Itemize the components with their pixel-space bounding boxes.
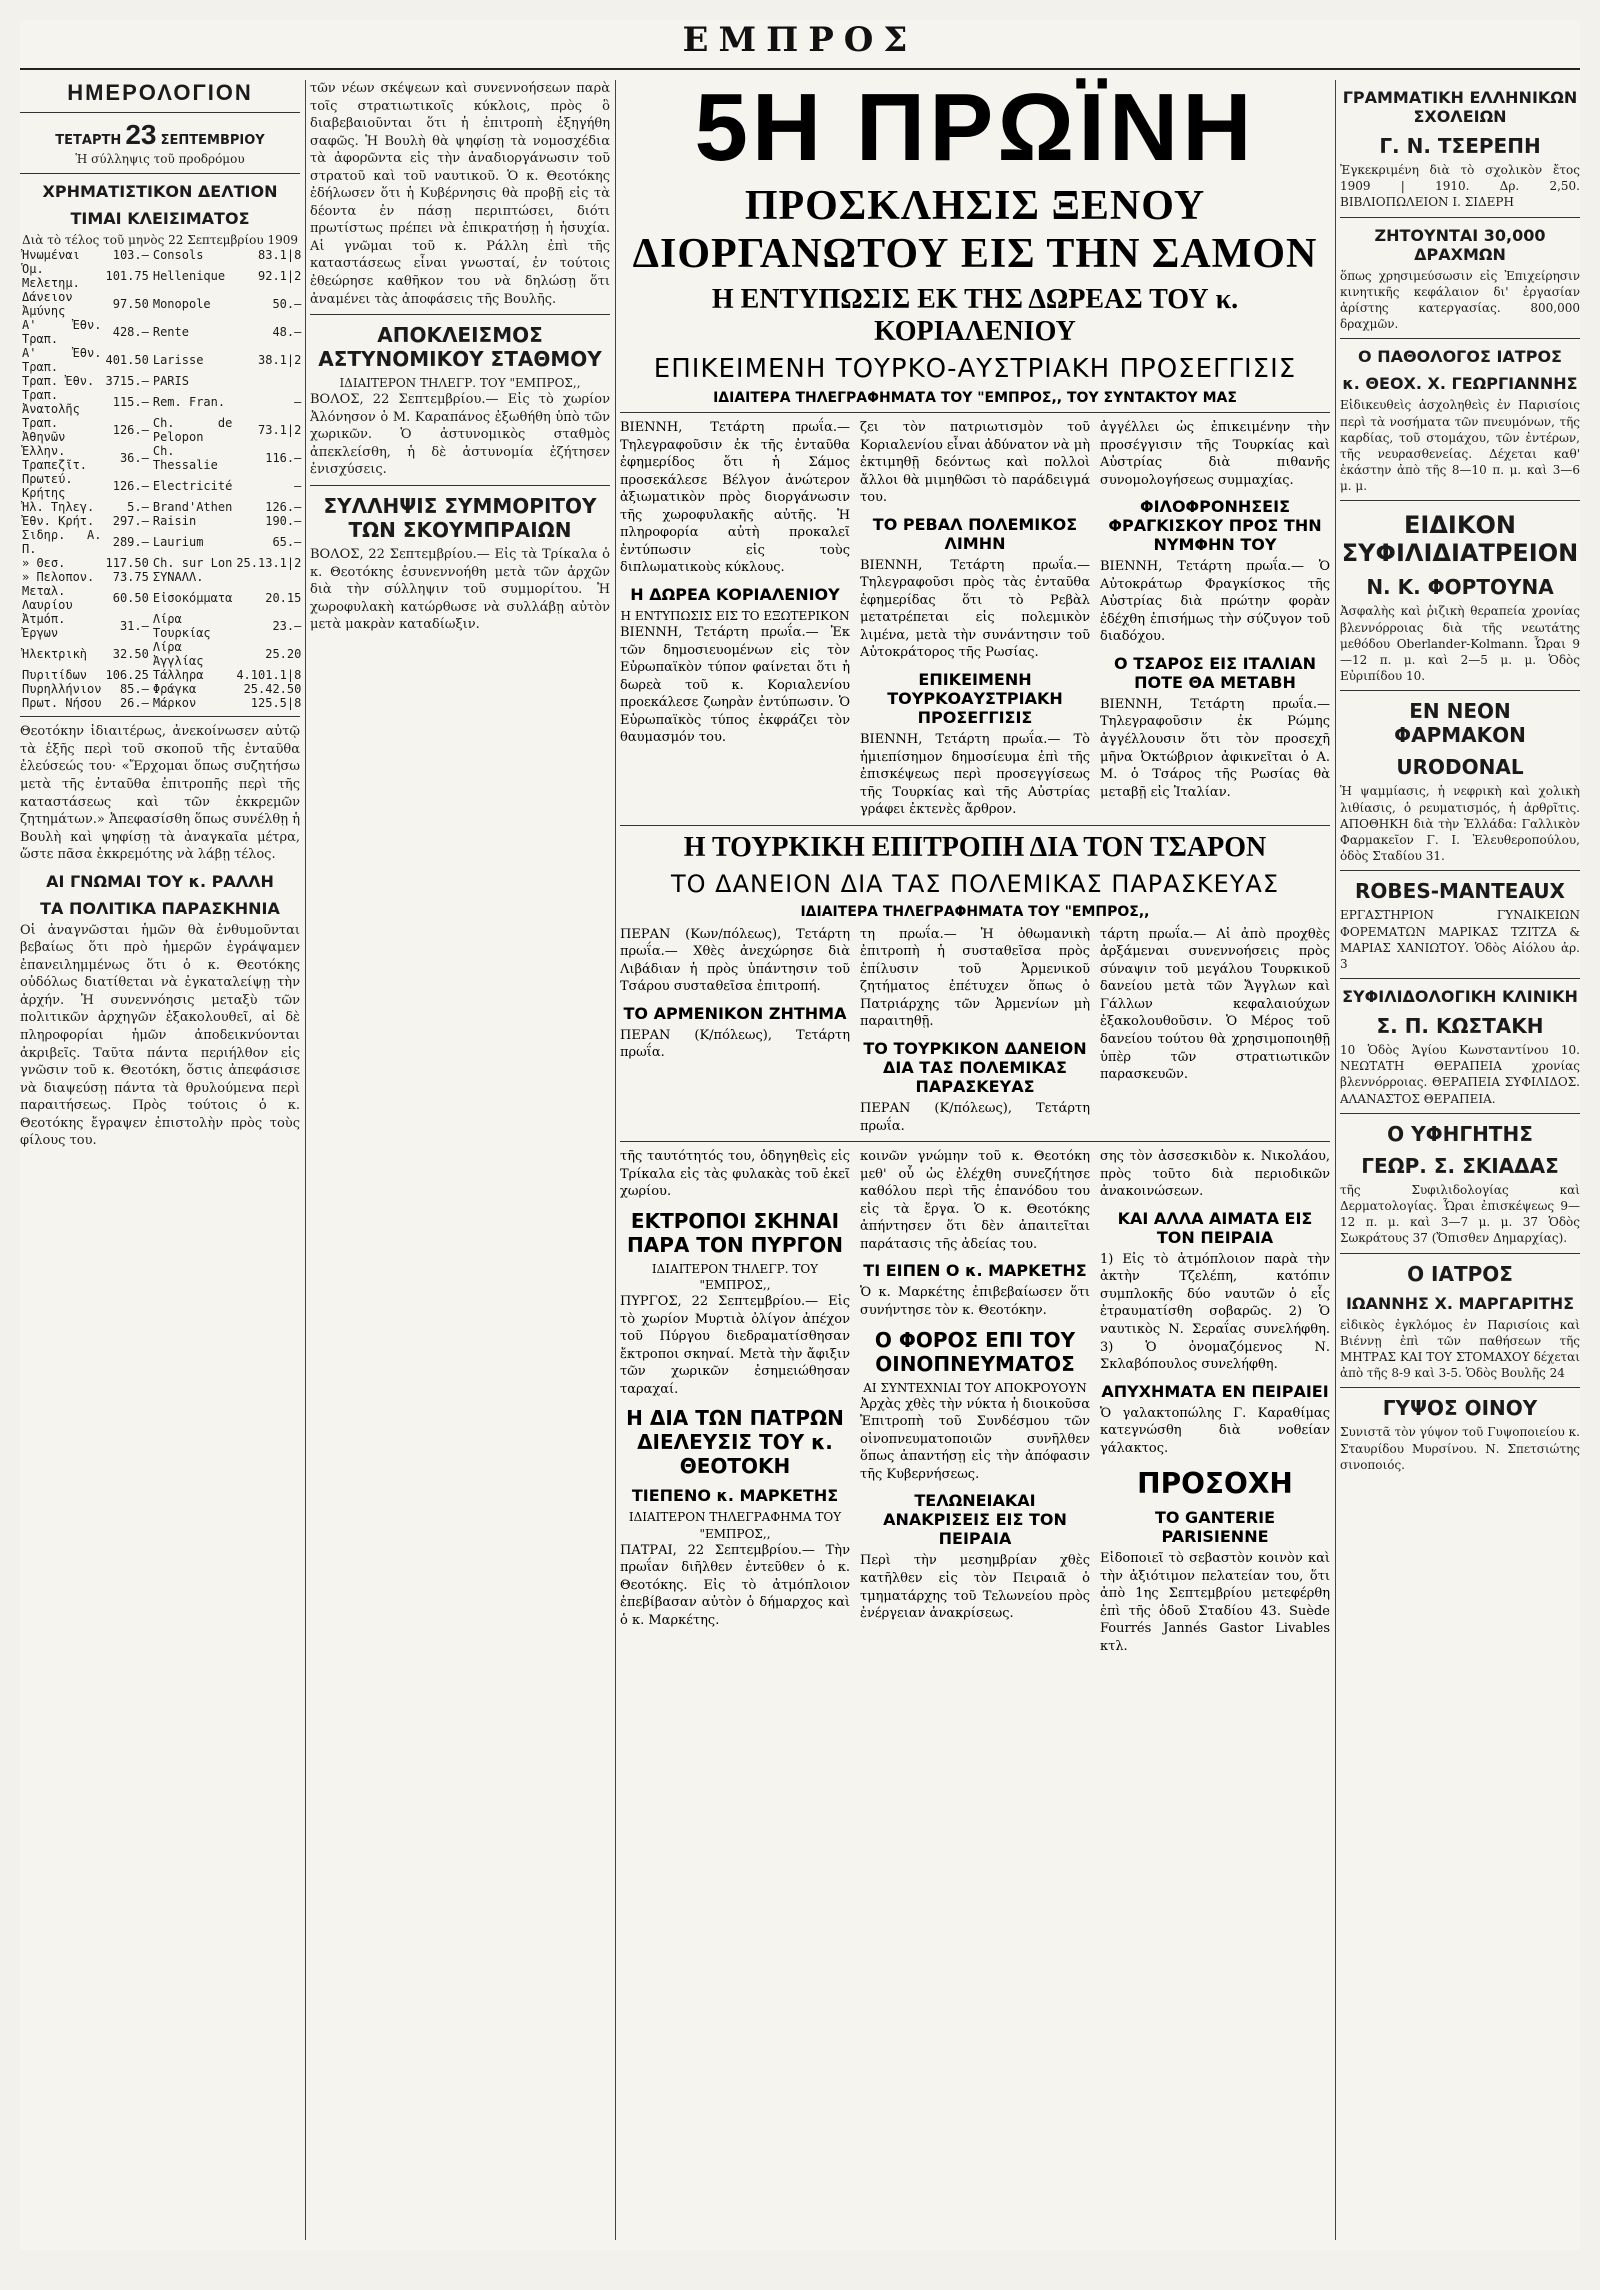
article-body: τη πρωΐα.— Ἡ ὀθωμανικὴ ἐπιτροπὴ ἡ συσταθεῖσα πρὸς ἐπίλυσιν τοῦ Ἀρμενικοῦ ζητήματος ἐπέτυχεν ὅπως ὁ Πατριάρχης τῶν Ἀρμενίων μὴ παραιτηθῇ. xyxy=(860,926,1090,1030)
market-row xyxy=(20,500,303,514)
market-cell: 5.— xyxy=(127,500,149,515)
market-row xyxy=(20,640,303,668)
market-cell: 126.— xyxy=(112,479,149,494)
calendar-date xyxy=(20,119,300,151)
market-cell: 117.50 xyxy=(105,556,149,571)
calendar xyxy=(20,80,300,167)
market-cell: Ch. Thessalie xyxy=(152,444,218,473)
market-cell: PARIS xyxy=(152,374,189,389)
market-row xyxy=(20,696,303,710)
article-body: Ἀρχὰς χθὲς τὴν νύκτα ἡ διοικοῦσα Ἐπιτροπὴ τοῦ Συνδέσμου τῶν οἰνοπνευματοποιῶν συνῆλθεν ὅπως ἀπαντήσῃ εἰς τὴν ἀπόφασιν τῆς Κυβερνήσεως. xyxy=(860,1396,1090,1482)
col1-section-backstage: ΤΑ ΠΟΛΙΤΙΚΑ ΠΑΡΑΣΚΗΝΙΑ xyxy=(40,898,280,918)
market-cell: Laurium xyxy=(152,535,204,550)
mid-article xyxy=(1100,926,1330,1135)
headline-tsar-committee: Η ΤΟΥΡΚΙΚΗ ΕΠΙΤΡΟΠΗ ΔΙΑ ΤΟΝ ΤΣΑΡΟΝ xyxy=(683,831,1267,863)
market-row xyxy=(20,262,303,290)
ad-name: κ. ΘΕΟΧ. Χ. ΓΕΩΡΓΙΑΝΝΗΣ xyxy=(1342,374,1578,394)
market-row xyxy=(20,584,303,612)
calendar-note: Ἡ σύλληψις τοῦ προδρόμου xyxy=(75,152,245,166)
article-subheading: ΑΙ ΣΥΝΤΕΧΝΙΑΙ ΤΟΥ ΑΠΟΚΡΟΥΟΥΝ xyxy=(863,1380,1087,1395)
divider xyxy=(1340,690,1580,691)
article-body: κοινῶν γνώμην τοῦ κ. Θεοτόκη μεθ' οὗ ὡς ἐλέχθη συνεζήτησε καθόλου περὶ τῆς ἐπανόδου του εἰς τὰ ἔργα. Ὁ κ. Θεοτόκης ἀπήντησεν ὅτι δὲν ἀπαιτεῖται παράτασις τῆς ἀδείας του. xyxy=(860,1149,1090,1252)
ad-text: ΕΡΓΑΣΤΗΡΙΟΝ ΓΥΝΑΙΚΕΙΩΝ ΦΟΡΕΜΑΤΩΝ ΜΑΡΙΚΑΣ ΤΖΙΤΖΑ & ΜΑΡΙΑΣ ΧΑΝΙΩΤΟΥ. Ὁδὸς Αἰόλου ἀρ. 3 xyxy=(1340,908,1580,971)
ad-name: URODONAL xyxy=(1396,755,1524,780)
market-cell: 73.75 xyxy=(112,570,149,585)
market-cell: Πυρηλλήνιον xyxy=(22,682,102,697)
ad-text: Ἡ ψαμμίασις, ἡ νεφρικὴ καὶ χολικὴ λιθίασις, ὁ ρευματισμός, ἡ ἀρθρῖτις. ΑΠΟΘΗΚΗ διὰ τὴν Ἑλλάδα: Γαλλικὸν Φαρμακεῖον Γ. Ι. Ἐλευθεροπούλου, ὁδὸς Σταδίου 31. xyxy=(1340,784,1580,864)
ad-title: ΖΗΤΟΥΝΤΑΙ 30,000 ΔΡΑΧΜΩΝ xyxy=(1374,225,1546,264)
ad-title: ΕΝ ΝΕΟΝ ΦΑΡΜΑΚΟΝ xyxy=(1394,699,1526,748)
market-cell: Electricité xyxy=(152,479,233,494)
market-table xyxy=(20,248,303,710)
article-body: ΒΙΕΝΝΗ, Τετάρτη πρωΐα.— Τὸ ἡμιεπίσημον δημοσίευμα ἐπὶ τῆς ἐπισκέψεως περὶ προσεγγίσεως τῆς Τουρκίας καὶ τῆς Αὐστρίας γράφει ἐκτενὲς ἄρθρον. xyxy=(860,732,1090,818)
market-cell: Monopole xyxy=(152,297,211,312)
article-body: ΠΑΤΡΑΙ, 22 Σεπτεμβρίου.— Τὴν πρωΐαν διῆλθεν ἐντεῦθεν ὁ κ. Θεοτόκης. Εἰς τὸ ἀτμόπλοιον ἐπεβίβασαν αὐτὸν ὁ δήμαρχος καὶ ὁ κ. Μαρκέτης. xyxy=(620,1542,850,1628)
edition-title: 5Η ΠΡΩΪΝΗ xyxy=(694,74,1256,181)
market-cell: Ἀτμόπ. Ἐργων xyxy=(22,612,66,641)
ad-text: 10 Ὁδὸς Ἁγίου Κωνσταντίνου 10. ΝΕΩΤΑΤΗ ΘΕΡΑΠΕΙΑ χρονίας βλεννόρροιας. ΘΕΡΑΠΕΙΑ ΣΥΦΙΛΙΔΟΣ. ΑΛΑΝΑΣΤΟΣ ΘΕΡΑΠΕΙΑ. xyxy=(1340,1043,1580,1106)
market-cell: Σιδηρ. Α. Π. xyxy=(22,528,102,557)
article-heading: ΠΡΟΣΟΧΗ xyxy=(1137,1467,1293,1501)
ad-name: ΓΕΩΡ. Σ. ΣΚΙΑΔΑΣ xyxy=(1361,1153,1559,1178)
market-cell: Ὁμ. Μελετημ. xyxy=(22,262,80,291)
divider xyxy=(1340,217,1580,218)
market-cell: 25.20 xyxy=(265,647,302,662)
market-cell: 32.50 xyxy=(112,647,149,662)
market-cell: Ch. sur Lon xyxy=(152,556,233,571)
col1-section-ralli: ΑΙ ΓΝΩΜΑΙ ΤΟΥ κ. ΡΑΛΛΗ xyxy=(46,871,274,891)
market-cell: 126.— xyxy=(112,423,149,438)
article-subheading: ΙΔΙΑΙΤΕΡΟΝ ΤΗΛΕΓΡΑΦΗΜΑ ΤΟΥ "ΕΜΠΡΟΣ,, xyxy=(628,1510,842,1541)
market-row xyxy=(20,612,303,640)
market-cell: Πρωτεύ. Κρήτης xyxy=(22,472,73,501)
low-article xyxy=(620,1148,850,1655)
market-row xyxy=(20,472,303,500)
market-cell: Πρωτ. Νήσου xyxy=(22,696,102,711)
market-cell: 106.25 xyxy=(105,668,149,683)
market-row xyxy=(20,318,303,346)
article-body: ΒΙΕΝΝΗ, Τετάρτη πρωΐα.— Ὁ Αὐτοκράτωρ Φραγκίσκος τῆς Αὐστρίας διὰ πρώτην φορὰν ἐδέχθη ἐπισήμως τὴν σύζυγον τοῦ διαδόχου. xyxy=(1100,559,1330,645)
market-cell: 297.— xyxy=(112,514,149,529)
market-cell: 125.5|8 xyxy=(250,696,302,711)
column-left xyxy=(20,80,300,2240)
market-cell: 36.— xyxy=(119,451,149,466)
calendar-weekday: ΤΕΤΑΡΤΗ xyxy=(55,133,122,148)
market-cell: 50.— xyxy=(272,297,302,312)
article-body: ζει τὸν πατριωτισμὸν τοῦ Κοριαλενίου εἶναι ἀδύνατον νὰ μὴ ἐκτιμηθῇ δεόντως καὶ πολλοὶ ἄλλοι θὰ μιμηθῶσι τὸ παράδειγμά του. xyxy=(860,420,1090,506)
article-body: Ὁ κ. Μαρκέτης ἐπιβεβαίωσεν ὅτι συνήντησε τὸν κ. Θεοτόκην. xyxy=(860,1285,1090,1318)
ad-text: Εἰδικευθεὶς ἀσχοληθεὶς ἐν Παρισίοις περὶ τὰ νοσήματα τῶν πνευμόνων, τῆς καρδίας, τοῦ στομάχου, τῶν ἐντέρων, τῆς νευρασθενείας. Δέχεται καθ' ἑκάστην ἀπὸ τῆς 8—10 π. μ. καὶ 3—6 μ. μ. xyxy=(1340,398,1580,494)
market-cell: 116.— xyxy=(265,451,302,466)
mid-articles xyxy=(620,926,1330,1135)
divider xyxy=(1340,978,1580,979)
divider xyxy=(1340,500,1580,501)
market-cell: 83.1|8 xyxy=(258,248,302,263)
ad-title: Ο ΙΑΤΡΟΣ xyxy=(1407,1261,1513,1286)
market-cell: Rem. Fran. xyxy=(152,395,226,410)
article-body: σης τὸν ἀσσεσκιδὸν κ. Νικολάου, πρὸς τοῦτο διὰ περιοδικῶν ἀνακοινώσεων. xyxy=(1100,1149,1330,1200)
divider xyxy=(20,112,300,113)
market-cell: 60.50 xyxy=(112,591,149,606)
divider xyxy=(1340,1113,1580,1114)
ad-name: Γ. Ν. ΤΣΕΡΕΠΗ xyxy=(1379,134,1541,158)
top-articles xyxy=(620,419,1330,819)
market-row xyxy=(20,668,303,682)
market-cell: Τραπ. Ἀνατολῆς xyxy=(22,388,80,417)
headline-loan: ΤΟ ΔΑΝΕΙΟΝ ΔΙΑ ΤΑΣ ΠΟΛΕΜΙΚΑΣ ΠΑΡΑΣΚΕΥΑΣ xyxy=(670,869,1279,898)
market-row xyxy=(20,290,303,318)
article-heading: ΤΟ ΤΟΥΡΚΙΚΟΝ ΔΑΝΕΙΟΝ ΔΙΑ ΤΑΣ ΠΟΛΕΜΙΚΑΣ ΠΑΡΑΣΚΕΥΑΣ xyxy=(863,1039,1087,1097)
market-cell: ΣΥΝΑΛΛ. xyxy=(152,570,204,585)
article-body: Περὶ τὴν μεσημβρίαν χθὲς κατῆλθεν εἰς τὸν Πειραιᾶ ὁ τμηματάρχης τοῦ Τελωνείου πρὸς ἐνέργειαν ἀνακρίσεως. xyxy=(860,1553,1090,1622)
market-cell: 103.— xyxy=(112,248,149,263)
market-title: ΧΡΗΜΑΤΙΣΤΙΚΟΝ ΔΕΛΤΙΟΝ xyxy=(42,182,278,202)
ad-title: ROBES-MANTEAUX xyxy=(1355,879,1565,904)
ad-title: Ο ΥΦΗΓΗΤΗΣ xyxy=(1387,1121,1533,1146)
market-cell: 25.42.50 xyxy=(243,682,302,697)
market-cell: Ἠνωμέναι xyxy=(22,248,80,263)
article-body: ΒΙΕΝΝΗ, Τετάρτη πρωΐα.— Τηλεγραφοῦσιν ἐκ τῆς ἐνταῦθα ἐφημερίδος ὅτι ἡ Σάμος προσεκάλεσε Βέλγον ἀνώτερον ἀξιωματικὸν πρὸς διοργάνωσιν τῆς χωροφυλακῆς αὐτῆς. Ἡ πληροφορία αὐτὴ προκαλεῖ ἐντύπωσιν εἰς τοὺς διπλωματικοὺς κύκλους. xyxy=(620,420,850,576)
market-row xyxy=(20,444,303,472)
market-cell: Λίρα Ἀγγλίας xyxy=(152,640,204,669)
market-cell: 289.— xyxy=(112,535,149,550)
divider xyxy=(620,825,1330,826)
col2-body: τῶν νέων σκέψεων καὶ συνεννοήσεων παρὰ τοῖς στρατιωτικοῖς κύκλοις, πρὸς ὃ διαβεβαιοῦνται ὅτι ἡ ἐπιτροπὴ ἐξηγήθη σαφῶς. Ἡ Βουλὴ θὰ ψηφίσῃ τὰ νομοσχέδια τὰ ἀφορῶντα εἰς τὴν ἀναδιοργάνωσιν τοῦ στρατοῦ καὶ τοῦ ναυτικοῦ. Ὁ κ. Θεοτόκης ἐδήλωσεν ὅτι ἡ Κυβέρνησις θὰ προβῇ εἰς τὰ δέοντα ἐν πάσῃ περιπτώσει, διότι πρωτίστως πρέπει νὰ ἐπικρατήσῃ ἡ ἡσυχία. Αἱ γνῶμαι τοῦ κ. Ράλλη ἐπὶ τῆς καταστάσεως εἶναι γνωσταί, ἐν τούτοις ἐθεώρησε καθῆκον του νὰ δηλώσῃ ὅτι ἀναμένει τὰς ἀποφάσεις τῆς Βουλῆς. xyxy=(310,81,610,307)
article-heading: Ο ΦΟΡΟΣ ΕΠΙ ΤΟΥ ΟΙΝΟΠΝΕΥΜΑΤΟΣ xyxy=(874,1327,1076,1376)
market-row xyxy=(20,374,303,388)
col2-section-arrest: ΣΥΛΛΗΨΙΣ ΣΥΜΜΟΡΙΤΟΥ ΤΩΝ ΣΚΟΥΜΠΡΑΙΩΝ xyxy=(323,494,597,543)
market-cell: 73.1|2 xyxy=(258,423,302,438)
market-cell: » Πελοπον. xyxy=(22,570,95,585)
market-row xyxy=(20,682,303,696)
ad-title: ΕΙΔΙΚΟΝ ΣΥΦΙΛΙΔΙΑΤΡΕΙΟΝ xyxy=(1341,511,1579,568)
market-cell: 115.— xyxy=(112,395,149,410)
market-cell: 26.— xyxy=(119,696,149,711)
market-cell: — xyxy=(294,479,302,494)
market-cell: Μεταλ. Λαυρίου xyxy=(22,584,73,613)
market-subtitle: ΤΙΜΑΙ ΚΛΕΙΣΙΜΑΤΟΣ xyxy=(70,209,250,229)
market-row xyxy=(20,388,303,416)
market-cell: Brand'Athen xyxy=(152,500,233,515)
col2-body3: ΒΟΛΟΣ, 22 Σεπτεμβρίου.— Εἰς τὰ Τρίκαλα ὁ κ. Θεοτόκης ἐσυνεννοήθη μετὰ τῶν ἀρχῶν διὰ τὴν σύλληψιν τοῦ συμμορίτου. Ἡ χωροφυλακὴ κατώρθωσε νὰ συλλάβῃ αὐτὸν μετὰ μακρὰν καταδίωξιν. xyxy=(310,547,610,633)
article-heading: ΤΟ ΑΡΜΕΝΙΚΟΝ ΖΗΤΗΜΑ xyxy=(623,1003,847,1023)
mid-telegram-subhead: ΙΔΙΑΙΤΕΡΑ ΤΗΛΕΓΡΑΦΗΜΑΤΑ ΤΟΥ "ΕΜΠΡΟΣ,, xyxy=(800,903,1150,920)
ad-title: ΣΥΦΙΛΙΔΟΛΟΓΙΚΗ ΚΛΙΝΙΚΗ xyxy=(1342,987,1578,1007)
calendar-day: 23 xyxy=(125,119,157,150)
ad-text: εἰδικὸς ἐγκλόμος ἐν Παρισίοις καὶ Βιέννῃ ἐπὶ τῶν παθήσεων τῆς ΜΗΤΡΑΣ ΚΑΙ ΤΟΥ ΣΤΟΜΑΧΟΥ δέχεται ἀπὸ τῆς 8-9 καὶ 3-5. Ὁδὸς Βουλῆς 24 xyxy=(1340,1317,1580,1381)
market-cell: Raisin xyxy=(152,514,197,529)
market-cell: Τάλληρα xyxy=(152,668,204,683)
col1-body: Οἱ ἀναγνῶσται ἡμῶν θὰ ἐνθυμοῦνται βεβαίως ὅτι πρὸ ἡμερῶν ἐγράψαμεν ἐπανειλημμένως ὅτι ὁ κ. Θεοτόκης οὐδόλως διατίθεται νὰ ἐγκαταλείψῃ τὴν ἀρχήν. Ἡ συνεννόησις μεταξὺ τῶν πολιτικῶν ἀρχηγῶν ἐξακολουθεῖ, αἱ δὲ πληροφορίαι ἡμῶν ἀποδεικνύονται ἀκριβεῖς. Ταῦτα πάντα περιήλθον εἰς γνῶσιν τοῦ κ. Θεοτόκη, ὅστις ἀπεφάσισε νὰ διαψεύσῃ πάντα τὰ θρυλούμενα περὶ παραιτήσεως. Πρὸς τούτοις ὁ κ. Θεοτόκης ἔγραψεν ἐπιστολὴν πρὸς τοὺς φίλους του. xyxy=(20,922,300,1149)
market-cell: 92.1|2 xyxy=(258,269,302,284)
article-body: 1) Εἰς τὸ ἀτμόπλοιον παρὰ τὴν ἀκτὴν Τζελέπη, κατόπιν συμπλοκῆς δύο ναυτῶν ὁ εἷς ἐτραυματίσθη σοβαρῶς. 2) Ὁ ναυτικὸς Ν. Σεραΐας συνελήφθη. 3) Ὁ ὀνομαζόμενος Ν. Σκλαβόπουλος συνελήφθη. xyxy=(1100,1251,1330,1373)
ad-text: τῆς Συφιλιδολογίας καὶ Δερματολογίας. Ὧραι ἐπισκέψεως 9—12 π. μ. καὶ 3—7 μ. μ. 37 Ὁδὸς Σωκράτους 37 (Ὄπισθεν Δημαρχίας). xyxy=(1340,1182,1580,1246)
front-page-center xyxy=(620,74,1330,2240)
market-cell: 401.50 xyxy=(105,353,149,368)
market-cell: Πυριτίδων xyxy=(22,668,88,683)
headline-samos: ΠΡΟΣΚΛΗΣΙΣ ΞΕΝΟΥ ΔΙΟΡΓΑΝΩΤΟΥ ΕΙΣ ΤΗΝ ΣΑΜΟΝ xyxy=(632,183,1318,277)
market-row xyxy=(20,248,303,262)
top-article xyxy=(860,419,1090,819)
market-cell: 428.— xyxy=(112,325,149,340)
ad-text: Ἀσφαλὴς καὶ ῥιζικὴ θεραπεία χρονίας βλεννόρροιας διὰ τῆς νεωτάτης μεθόδου Oberlander-Kolmann. Ὧραι 9—12 π. μ. καὶ 2—5 μ. μ. Ὁδὸς Εὐριπίδου 10. xyxy=(1340,604,1580,684)
article-body: ΠΥΡΓΟΣ, 22 Σεπτεμβρίου.— Εἰς τὸ χωρίον Μυρτιὰ ὀλίγον ἀπέχον τοῦ Πύργου διεδραματίσθησαν ἔκτροποι σκηναί. Μετὰ τὴν ἄφιξιν τῶν χωρικῶν ἐσημειώθησαν ταραχαί. xyxy=(620,1294,850,1397)
market-row xyxy=(20,416,303,444)
market-cell: Δάνειον Ἀμύνης xyxy=(22,290,73,319)
low-article xyxy=(1100,1148,1330,1655)
market-cell: 101.75 xyxy=(105,269,149,284)
article-heading: ΤΟ ΡΕΒΑΛ ΠΟΛΕΜΙΚΟΣ ΛΙΜΗΝ xyxy=(872,514,1078,553)
market-cell: 48.— xyxy=(272,325,302,340)
article-heading: Η ΔΙΑ ΤΩΝ ΠΑΤΡΩΝ ΔΙΕΛΕΥΣΙΣ ΤΟΥ κ. ΘΕΟΤΟΚΗ xyxy=(626,1406,844,1479)
masthead xyxy=(20,20,1580,70)
market-cell: Εἰσοκόμματα xyxy=(152,591,233,606)
col2-body2: ΒΟΛΟΣ, 22 Σεπτεμβρίου.— Εἰς τὸ χωρίον Ἀλόνησον ὁ Μ. Καραπάνος ἐξωθήθη ὑπὸ τῶν χωρικῶν. Ὁ ἀστυνομικὸς σταθμὸς ἀπεκλείσθη, ἡ δὲ ἀστυνομία ἐζήτησεν ἐνισχύσεις. xyxy=(310,392,610,478)
low-article xyxy=(860,1148,1090,1655)
market-cell: 65.— xyxy=(272,535,302,550)
divider xyxy=(310,314,610,315)
article-body: ΒΙΕΝΝΗ, Τετάρτη πρωΐα.— Τηλεγραφοῦσι πρὸς τὰς ἐνταῦθα ἐφημερίδας ὅτι τὸ Ρεβὰλ μετατρέπεται εἰς πολεμικὸν λιμένα, μετὰ τὴν συνάντησιν τοῦ Αὐτοκράτορος τῆς Ρωσίας. xyxy=(860,557,1090,661)
column-second xyxy=(310,80,610,2240)
ad-title: Ο ΠΑΘΟΛΟΓΟΣ ΙΑΤΡΟΣ xyxy=(1358,347,1562,367)
market-cell: 97.50 xyxy=(112,297,149,312)
market-cell: 38.1|2 xyxy=(258,353,302,368)
market-cell: Τραπ. Ἐθν. xyxy=(22,374,95,389)
ad-name: Σ. Π. ΚΩΣΤΑΚΗ xyxy=(1376,1014,1544,1039)
market-cell: Ἑλλην. Τραπεζῖτ. xyxy=(22,444,88,473)
col2-section-police-sub: ΙΔΙΑΙΤΕΡΟΝ ΤΗΛΕΓΡ. ΤΟΥ "ΕΜΠΡΟΣ,, xyxy=(339,376,581,391)
ad-title: ΓΥΨΟΣ ΟΙΝΟΥ xyxy=(1382,1396,1538,1421)
article-heading: Ο ΤΣΑΡΟΣ ΕΙΣ ΙΤΑΛΙΑΝ ΠΟΤΕ ΘΑ ΜΕΤΑΒΗ xyxy=(1114,653,1316,692)
market-cell: 25.13.1|2 xyxy=(236,556,302,571)
col1-intro: Θεοτόκην ἰδιαιτέρως, ἀνεκοίνωσεν αὐτῷ τὰ ἑξῆς περὶ τοῦ σκοποῦ τῆς ἐνταῦθα ἐλεύσεώς του· «Ἔρχομαι ὅπως συζητήσω μετὰ τῆς ἐνταῦθα ἐπιτροπῆς περὶ τῆς καταστάσεως καὶ τῶν ἐκκρεμῶν ζητημάτων.» Ἀπεφασίσθη ὅπως συνέλθῃ ἡ Βουλὴ καὶ ψηφίσῃ τὰ ἀναγκαῖα μέτρα, ὥστε πᾶσα ἐκκρεμότης νὰ λάβῃ τέλος. xyxy=(20,724,300,863)
market-cell: — xyxy=(294,395,302,410)
article-heading: ΤΙ ΕΙΠΕΝ Ο κ. ΜΑΡΚΕΤΗΣ xyxy=(863,1261,1087,1281)
market-cell: Μάρκον xyxy=(152,696,197,711)
market-cell: 20.15 xyxy=(265,591,302,606)
headline-turko-austrian: ΕΠΙΚΕΙΜΕΝΗ ΤΟΥΡΚΟ-ΑΥΣΤΡΙΑΚΗ ΠΡΟΣΕΓΓΙΣΙΣ xyxy=(653,354,1297,384)
column-divider xyxy=(615,80,616,2240)
market-cell: Consols xyxy=(152,248,204,263)
article-subheading: Η ΕΝΤΥΠΩΣΙΣ ΕΙΣ ΤΟ ΕΞΩΤΕΡΙΚΟΝ xyxy=(620,608,850,623)
article-heading: ΤΕΛΩΝΕΙΑΚΑΙ ΑΝΑΚΡΙΣΕΙΣ ΕΙΣ ΤΟΝ ΠΕΙΡΑΙΑ xyxy=(883,1491,1067,1549)
article-subheading: ΙΔΙΑΙΤΕΡΟΝ ΤΗΛΕΓΡ. ΤΟΥ "ΕΜΠΡΟΣ,, xyxy=(651,1261,819,1292)
article-heading: ΦΙΛΟΦΡΟΝΗΣΕΙΣ ΦΡΑΓΚΙΣΚΟΥ ΠΡΟΣ ΤΗΝ ΝΥΜΦΗΝ ΤΟΥ xyxy=(1108,497,1322,555)
market-cell: Ἠλ. Τηλεγ. xyxy=(22,500,95,515)
market-cell: 23.— xyxy=(272,619,302,634)
market-row xyxy=(20,514,303,528)
market-cell: Ἠλεκτρικὴ xyxy=(22,647,88,662)
article-body: ΠΕΡΑΝ (Κ/πόλεως), Τετάρτη πρωΐα. xyxy=(620,1027,850,1061)
ad-text: Ἐγκεκριμένη διὰ τὸ σχολικὸν ἔτος 1909 | 1910. Δρ. 2,50. ΒΙΒΛΙΟΠΩΛΕΙΟΝ Ι. ΣΙΔΕΡΗ xyxy=(1340,163,1580,210)
market-cell xyxy=(234,374,303,388)
low-articles xyxy=(620,1148,1330,1655)
divider xyxy=(1340,870,1580,871)
calendar-month: ΣΕΠΤΕΜΒΡΙΟΥ xyxy=(160,133,265,148)
article-body: ΒΙΕΝΝΗ, Τετάρτη πρωΐα.— Ἐκ τῶν δημοσιευομένων εἰς τὸν Εὐρωπαϊκὸν τύπον φαίνεται ὅτι ἡ δωρεὰ τοῦ κ. Κοριαλενίου προεκάλεσε ζωηρὰν ἐντύπωσιν. Ὁ Εὐρωπαϊκὸς τύπος ἐκφράζει τὸν θαυμασμόν του. xyxy=(620,625,850,746)
article-heading: ΤΙΕΠΕΝΟ κ. ΜΑΡΚΕΤΗΣ xyxy=(631,1486,839,1506)
market-cell: 85.— xyxy=(119,682,149,697)
market-cell xyxy=(234,570,303,584)
article-body: Ὁ γαλακτοπώλης Γ. Καραθίμας κατεγνώσθη διὰ νοθείαν γάλακτος. xyxy=(1100,1405,1330,1456)
column-divider xyxy=(1335,80,1336,2240)
telegram-subhead: ΙΔΙΑΙΤΕΡΑ ΤΗΛΕΓΡΑΦΗΜΑΤΑ ΤΟΥ "ΕΜΠΡΟΣ,, ΤΟΥ ΣΥΝΤΑΚΤΟΥ ΜΑΣ xyxy=(713,390,1237,406)
divider xyxy=(20,173,300,174)
newspaper-page xyxy=(20,20,1580,2250)
market-cell: 31.— xyxy=(119,619,149,634)
ad-name: Ν. Κ. ΦΟΡΤΟΥΝΑ xyxy=(1366,575,1554,600)
article-body: τῆς ταυτότητός του, ὁδηγηθεὶς εἰς Τρίκαλα εἰς τὰς φυλακὰς τοῦ ἐκεῖ χωρίου. xyxy=(620,1149,850,1200)
market-cell: Α' Ἐθν. Τραπ. xyxy=(22,346,102,375)
article-body: ΒΙΕΝΝΗ, Τετάρτη πρωΐα.— Τηλεγραφοῦσιν ἐκ Ρώμης ἀγγέλλουσιν ὅτι τὸν προσεχῆ μῆνα Ὀκτώβριον ἀφικνεῖται ὁ Α. Μ. ὁ Τσάρος τῆς Ρωσίας θὰ μεταβῇ εἰς Ἰταλίαν. xyxy=(1100,696,1330,800)
ad-title: ΓΡΑΜΜΑΤΙΚΗ ΕΛΛΗΝΙΚΩΝ ΣΧΟΛΕΙΩΝ xyxy=(1342,88,1578,126)
market-cell: Ch. de Pelopon xyxy=(152,416,233,445)
market-cell: 4.101.1|8 xyxy=(236,668,302,683)
market-cell: 3715.— xyxy=(105,374,149,389)
top-rule xyxy=(20,68,1580,70)
col2-section-police: ΑΠΟΚΛΕΙΣΜΟΣ ΑΣΤΥΝΟΜΙΚΟΥ ΣΤΑΘΜΟΥ xyxy=(318,323,602,372)
market-cell: Larisse xyxy=(152,353,204,368)
market-cell: Φράγκα xyxy=(152,682,197,697)
market-cell: 126.— xyxy=(265,500,302,515)
divider xyxy=(1340,1387,1580,1388)
market-cell: Λίρα Τουρκίας xyxy=(152,612,211,641)
calendar-title: ΗΜΕΡΟΛΟΓΙΟΝ xyxy=(67,80,253,105)
article-body: ἀγγέλλει ὡς ἐπικειμένην τὴν προσέγγισιν τῆς Τουρκίας καὶ Αὐστρίας διὰ πιθανῆς συνομολογήσεως συμμαχίας. xyxy=(1100,420,1330,488)
headline-korialenios: Η ΕΝΤΥΠΩΣΙΣ ΕΚ ΤΗΣ ΔΩΡΕΑΣ ΤΟΥ κ. ΚΟΡΙΑΛΕΝΙΟΥ xyxy=(711,284,1239,347)
divider xyxy=(1340,338,1580,339)
market-cell: Hellenique xyxy=(152,269,226,284)
market-cell: 190.— xyxy=(265,514,302,529)
article-body: ΠΕΡΑΝ (Κων/πόλεως), Τετάρτη πρωΐα.— Χθὲς ἀνεχώρησε διὰ Λιβάδιαν ἡ πρὸς ὑπάντησιν τοῦ Τσάρου συσταθεῖσα ἐπιτροπή. xyxy=(620,926,850,995)
article-body: ΠΕΡΑΝ (Κ/πόλεως), Τετάρτη πρωΐα. xyxy=(860,1101,1090,1134)
mid-article xyxy=(860,926,1090,1135)
divider xyxy=(620,1141,1330,1142)
ad-name: ΙΩΑΝΝΗΣ Χ. ΜΑΡΓΑΡΙΤΗΣ xyxy=(1345,1293,1575,1313)
ad-text: ὅπως χρησιμεύσωσιν εἰς Ἐπιχείρησιν κινητικῆς κεφάλαιον δι' ἐργασίαν ἀρίστης κατεργασίας. 800,000 δραχμῶν. xyxy=(1340,268,1580,332)
market-cell: Α' Ἐθν. Τραπ. xyxy=(22,318,102,347)
market-row xyxy=(20,528,303,556)
column-ads xyxy=(1340,80,1580,2240)
divider xyxy=(1340,1253,1580,1254)
mid-article xyxy=(620,926,850,1135)
market-cell: Τραπ. Ἀθηνῶν xyxy=(22,416,66,445)
column-divider xyxy=(305,80,306,2240)
article-heading: Η ΔΩΡΕΑ ΚΟΡΙΑΛΕΝΙΟΥ xyxy=(630,584,840,604)
masthead-title: ΕΜΠΡΟΣ xyxy=(682,20,918,60)
article-heading: ΕΚΤΡΟΠΟΙ ΣΚΗΝΑΙ ΠΑΡΑ ΤΟΝ ΠΥΡΓΟΝ xyxy=(626,1208,844,1257)
market-cell: » Θεσ. xyxy=(22,556,66,571)
divider xyxy=(20,716,300,717)
top-article xyxy=(620,419,850,819)
divider xyxy=(310,485,610,486)
market-cell: Ἐθν. Κρήτ. xyxy=(22,514,95,529)
market-date: Διὰ τὸ τέλος τοῦ μηνὸς 22 Σεπτεμβρίου 1909 xyxy=(21,233,299,248)
divider xyxy=(620,412,1330,413)
article-heading: ΤΟ GANTERIE PARISIENNE xyxy=(1154,1508,1276,1547)
ad-text: Συνιστᾶ τὸν γύψον τοῦ Γυψοποιείου κ. Σταυρίδου Μυρσίνου. Ν. Σπετσιώτης σινοποιός. xyxy=(1340,1425,1580,1472)
article-heading: ΑΠΥΧΗΜΑΤΑ ΕΝ ΠΕΙΡΑΙΕΙ xyxy=(1101,1381,1329,1401)
article-body: τάρτη πρωΐα.— Αἱ ἀπὸ προχθὲς ἀρξάμεναι συνεννοήσεις πρὸς σύναψιν τοῦ μεγάλου Τουρκικοῦ δανείου μετὰ τῶν Ἄγγλων καὶ Γάλλων κεφαλαιούχων ἐξακολουθοῦσιν. Ὁ Μέρος τοῦ δανείου τούτου θὰ χρησιμοποιηθῇ ὑπὲρ τῶν στρατιωτικῶν παρασκευῶν. xyxy=(1100,926,1330,1083)
article-body: Εἰδοποιεῖ τὸ σεβαστὸν κοινὸν καὶ τὴν ἀξιότιμον πελατείαν του, ὅτι ἀπὸ 1ης Σεπτεμβρίου μετεφέρθη ἐπὶ τῆς ὁδοῦ Σταδίου 43. Suède Fourrés Jannés Gastor Livables κτλ. xyxy=(1100,1551,1330,1654)
top-article xyxy=(1100,419,1330,819)
market-row xyxy=(20,570,303,584)
article-heading: ΚΑΙ ΑΛΛΑ ΑΙΜΑΤΑ ΕΙΣ ΤΟΝ ΠΕΙΡΑΙΑ xyxy=(1117,1208,1313,1247)
market-row xyxy=(20,346,303,374)
article-heading: ΕΠΙΚΕΙΜΕΝΗ ΤΟΥΡΚΟΑΥΣΤΡΙΑΚΗ ΠΡΟΣΕΓΓΙΣΙΣ xyxy=(887,670,1063,728)
market-row xyxy=(20,556,303,570)
market-cell: Rente xyxy=(152,325,189,340)
